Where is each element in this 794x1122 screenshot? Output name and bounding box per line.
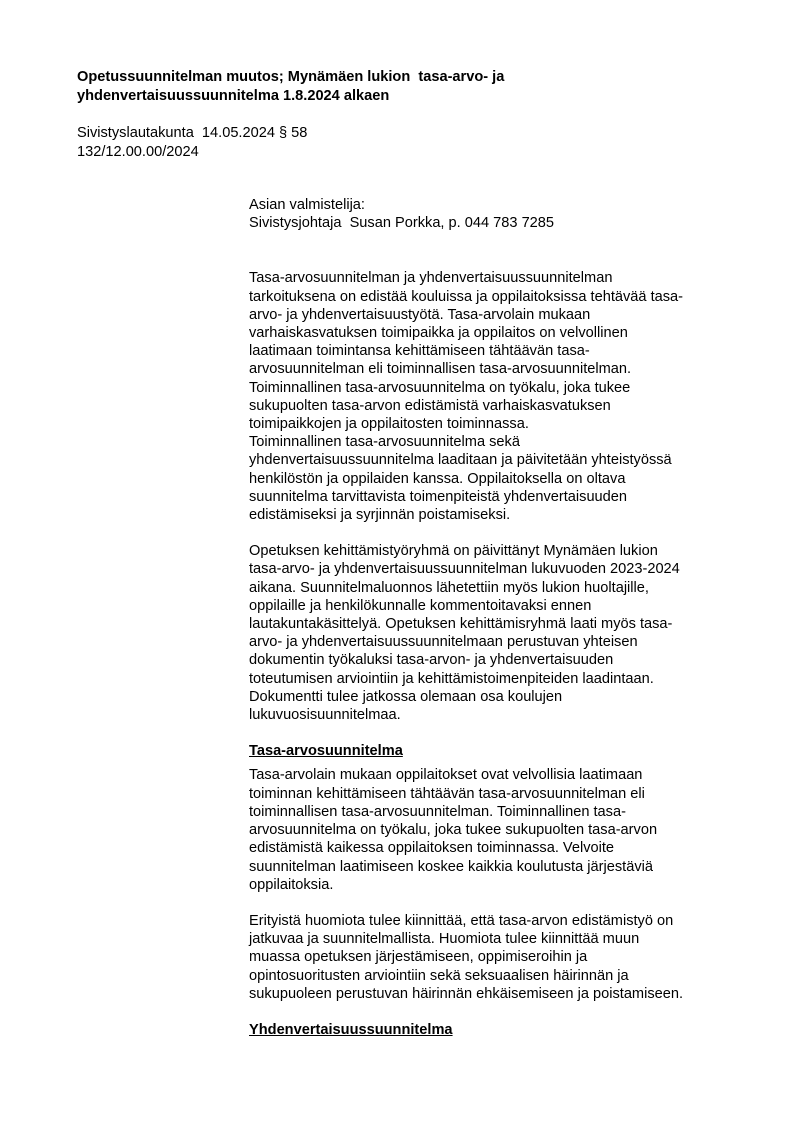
meeting-meta xyxy=(77,124,307,162)
section1-paragraph-2: Erityistä huomiota tulee kiinnittää, että tasa-arvon edistämistyö on jatkuvaa ja suunnitelmallista. Huomiota tulee kiinnittää muun muassa opetuksen järjestämiseen, oppimiseroihin ja opintosuoritusten arviointiin sekä seksuaalisen häirinnän ja sukupuoleen perustuvan häirinnän ehkäisemiseen ja poistamiseen. xyxy=(249,912,684,1002)
title-line-2: yhdenvertaisuussuunnitelma 1.8.2024 alkaen xyxy=(77,88,390,104)
document-title xyxy=(77,68,697,106)
board-and-date: Sivistyslautakunta 14.05.2024 § 58 xyxy=(77,125,308,141)
section1-paragraph-1: Tasa-arvolain mukaan oppilaitokset ovat velvollisia laatimaan toiminnan kehittämiseen tähtäävän tasa-arvosuunnitelman eli toiminnallisen tasa-arvosuunnitelman. Toiminnallinen tasa- arvosuunnitelma on työkalu, joka tukee sukupuolten tasa-arvon edistämistä kaikessa oppilaitoksen toiminnassa. Velvoite suunnitelman laatimiseen koskee kaikkia koulutusta järjestäviä oppilaitoksia. xyxy=(249,767,658,893)
intro-paragraph-2: Opetuksen kehittämistyöryhmä on päivittänyt Mynämäen lukion tasa-arvo- ja yhdenvertaisuussuunnitelman lukuvuoden 2023-2024 aikana. Suunnitelmaluonnos lähetettiin myös lukion huoltajille, oppilaille ja henkilökunnalle kommentoitavaksi ennen lautakuntakäsittelyä. Opetuksen kehittämisryhmä laati myös tasa- arvo- ja yhdenvertaisuussuunnitelmaan perustuvan yhteisen dokumentin työkaluksi tasa-arvon- ja yhdenvertaisuuden toteutumisen arviointiin ja kehittämistoimenpiteiden laadintaan. Dokumentti tulee jatkossa olemaan osa koulujen lukuvuosisuunnitelmaa. xyxy=(249,543,680,724)
title-line-1: Opetussuunnitelman muutos; Mynämäen lukion tasa-arvo- ja xyxy=(77,69,505,85)
intro-paragraph-1: Tasa-arvosuunnitelman ja yhdenvertaisuussuunnitelman tarkoituksena on edistää kouluissa ja oppilaitoksissa tehtävää tasa- arvo- ja yhdenvertaisuustyötä. Tasa-arvolain mukaan varhaiskasvatuksen toimipaikka ja oppilaitos on velvollinen laatimaan toimintansa kehittämiseen tähtäävän tasa- arvosuunnitelman eli toiminnallisen tasa-arvosuunnitelman. Toiminnallinen tasa-arvosuunnitelma on työkalu, joka tukee sukupuolten tasa-arvon edistämistä varhaiskasvatuksen toimipaikkojen ja oppilaitosten toiminnassa. Toiminnallinen tasa-arvosuunnitelma sekä yhdenvertaisuussuunnitelma laaditaan ja päivitetään yhteistyössä henkilöstön ja oppilaiden kanssa. Oppilaitoksella on oltava suunnitelma tarvittavista toimenpiteistä yhdenvertaisuuden edistämiseksi ja syrjinnän poistamiseksi. xyxy=(249,270,684,524)
document-body xyxy=(249,196,729,1045)
preparer-name: Sivistysjohtaja Susan Porkka, p. 044 783 7285 xyxy=(249,215,555,232)
section-heading-yhdenvertaisuus: Yhdenvertaisuussuunnitelma xyxy=(249,1021,453,1038)
record-number: 132/12.00.00/2024 xyxy=(77,144,199,160)
preparer-block xyxy=(249,196,729,232)
section-heading-tasa-arvo: Tasa-arvosuunnitelma xyxy=(249,743,403,760)
preparer-label: Asian valmistelija: xyxy=(249,197,365,213)
